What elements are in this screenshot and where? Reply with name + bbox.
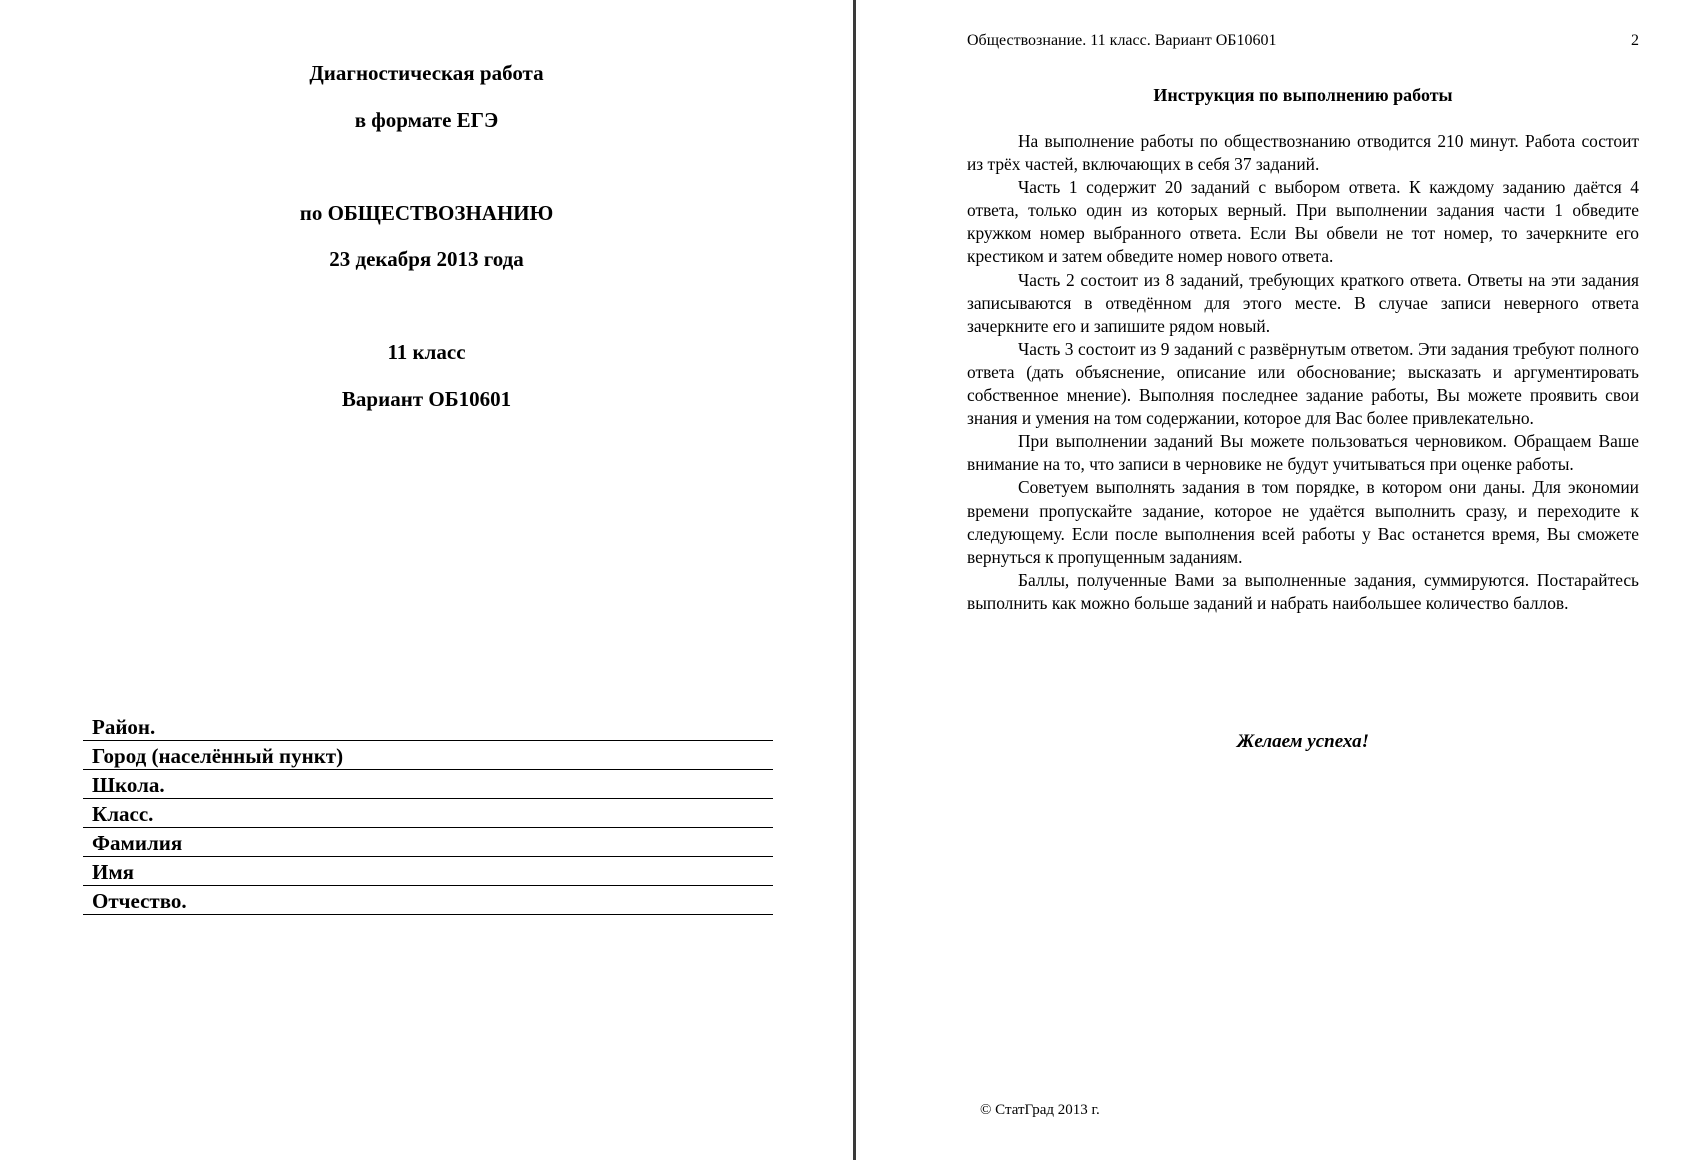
form-field-city[interactable]: [83, 741, 773, 770]
form-field-label: Район.: [92, 715, 156, 739]
instructions-paragraph: На выполнение работы по обществознанию отводится 210 минут. Работа состоит из трёх частей, включающих в себя 37 заданий.: [967, 131, 1639, 175]
instructions-paragraph: Часть 2 состоит из 8 заданий, требующих краткого ответа. Ответы на эти задания записываются в отведённом для этого месте. В случае записи неверного ответа зачеркните его и запишите рядом новый.: [967, 269, 1639, 336]
instructions-paragraph: Часть 3 состоит из 9 заданий с развёрнутым ответом. Эти задания требуют полного ответа (дать объяснение, описание или обоснование; высказать и аргументировать собственное мнение). Выполняя последнее задание работы, Вы можете проявить свои знания и умения на том содержании, которое для Вас более привлекательно.: [967, 338, 1639, 429]
running-header-title: Обществознание. 11 класс. Вариант ОБ10601: [967, 32, 1277, 49]
page-number: 2: [1631, 32, 1639, 49]
instructions-page: [856, 0, 1708, 1160]
instructions-paragraph: При выполнении заданий Вы можете пользоваться черновиком. Обращаем Ваше внимание на то, что записи в черновике не будут учитываться при оценке работы.: [967, 431, 1639, 475]
form-field-label: Класс.: [92, 802, 154, 826]
form-field-class[interactable]: [83, 799, 773, 828]
instructions-paragraph: Советуем выполнять задания в том порядке, в котором они даны. Для экономии времени пропускайте задание, которое не удаётся выполнить сразу, и переходите к следующему. Если после выполнения всей работы у Вас останется время, Вы сможете вернуться к пропущенным заданиям.: [967, 477, 1639, 567]
instructions-paragraph: Часть 1 содержит 20 заданий с выбором ответа. К каждому заданию даётся 4 ответа, только один из которых верный. При выполнении задания части 1 обведите кружком номер выбранного ответа. Если Вы обвели не тот номер, то зачеркните его крестиком и затем обведите номер нового ответа.: [967, 177, 1639, 267]
cover-page: [0, 0, 853, 1160]
cover-date: 23 декабря 2013 года: [329, 247, 524, 271]
running-header: [967, 33, 1639, 49]
form-field-label: Школа.: [92, 773, 165, 797]
form-field-label: Имя: [92, 860, 134, 884]
student-info-form: [83, 713, 773, 915]
instructions-body: [967, 130, 1639, 615]
form-field-label: Город (населённый пункт): [92, 744, 344, 768]
instructions-title: Инструкция по выполнению работы: [1153, 85, 1453, 105]
form-field-district[interactable]: [83, 713, 773, 741]
cover-subject: по ОБЩЕСТВОЗНАНИЮ: [299, 201, 554, 225]
copyright: © СтатГрад 2013 г.: [980, 1102, 1100, 1118]
instructions-paragraph: Баллы, полученные Вами за выполненные задания, суммируются. Постарайтесь выполнить как можно больше заданий и набрать наибольшее количество баллов.: [967, 569, 1639, 613]
form-field-school[interactable]: [83, 770, 773, 799]
form-field-patronymic[interactable]: [83, 886, 773, 915]
cover-variant: Вариант ОБ10601: [341, 387, 512, 411]
cover-grade: 11 класс: [387, 340, 466, 364]
cover-format: в формате ЕГЭ: [354, 108, 499, 132]
closing-wish: Желаем успеха!: [1236, 731, 1370, 752]
cover-title: Диагностическая работа: [309, 61, 544, 85]
form-field-surname[interactable]: [83, 828, 773, 857]
form-field-label: Фамилия: [92, 831, 183, 855]
form-field-label: Отчество.: [92, 889, 187, 913]
form-field-name[interactable]: [83, 857, 773, 886]
